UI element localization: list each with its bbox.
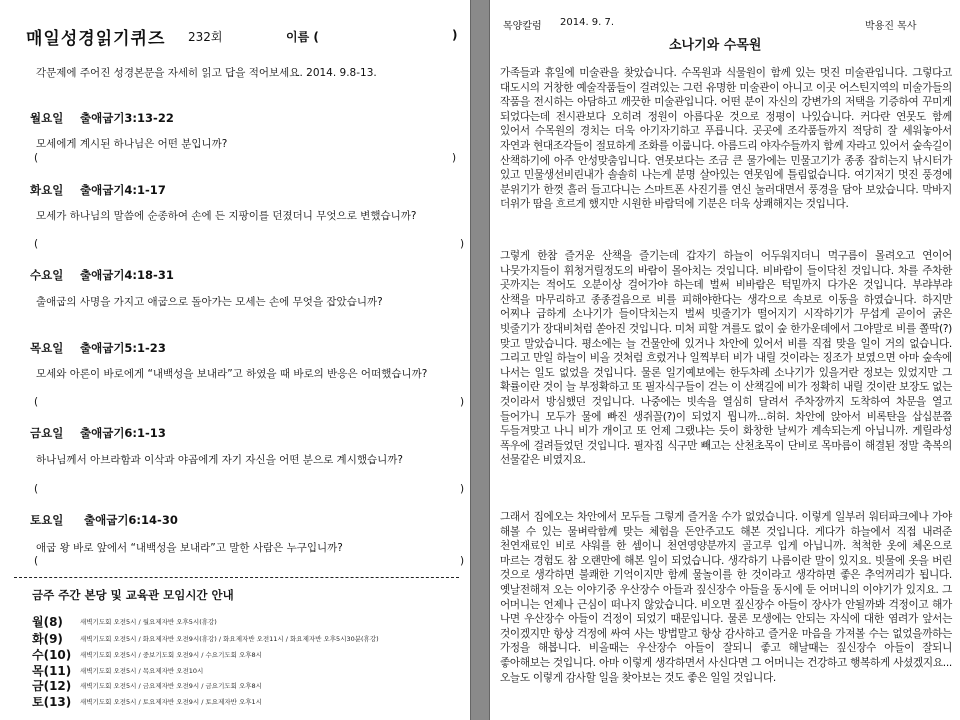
schedule-detail: 새벽기도회 오전5시 / 중보기도회 오전9시 / 수요기도회 오후8시 — [80, 651, 262, 659]
scripture-ref: 출애굽기4:1-17 — [80, 183, 166, 197]
schedule-day: 화(9) — [32, 632, 63, 646]
answer-open: ( — [34, 152, 39, 164]
name-label: 이름 ( — [286, 30, 319, 44]
answer-open: ( — [34, 555, 39, 567]
schedule-day: 목(11) — [32, 664, 72, 678]
day-label: 토요일 — [30, 513, 64, 527]
answer-close: ) — [460, 483, 465, 495]
column-title: 소나기와 수목원 — [669, 38, 762, 53]
schedule-day: 금(12) — [32, 679, 72, 693]
schedule-detail: 새벽기도회 오전5시 / 월요제자반 오후5시(휴강) — [80, 618, 217, 626]
question-text: 모세와 아론이 바로에게 “내백성을 보내라”고 하였을 때 바로의 반응은 어떠했습니까? — [36, 368, 428, 380]
scripture-ref: 출애굽기6:1-13 — [80, 426, 166, 440]
column-page — [489, 0, 960, 720]
day-label: 목요일 — [30, 341, 64, 355]
question-text: 출애굽의 사명을 가지고 애굽으로 돌아가는 모세는 손에 무엇을 잡았습니까? — [36, 296, 383, 308]
answer-close: ) — [460, 396, 465, 408]
question-text: 모세가 하나님의 말씀에 순종하여 손에 든 지팡이를 던졌더니 무엇으로 변했습니까? — [36, 210, 417, 222]
schedule-detail: 새벽기도회 오전5시 / 화요제자반 오전9시(휴강) / 화요제자반 오전11시 / 화요제자반 오후5시30분(휴강) — [80, 635, 379, 643]
column-paragraph: 그래서 집에오는 차안에서 모두들 그렇게 즐거울 수가 없었습니다. 이렇게 일부러 워터파크에나 가야 해볼 수 있는 물벼락함께 맞는 체험을 돈안주고도 해본 것입니다. 게다가 하늘에서 직접 내려준 천연재료인 비로 샤워를 한 셈이니 천연영양분까지 골고루 입게 아닙니까. 척척한 옷에 체온으로 마르는 경험도 참 오랜만에 해본 일이 되었습니다. 생각하기 나름이란 말이 있지요. 빗물에 옷을 버린 것으로 생각하면 불쾌한 기억이지만 함께 물놀이를 한 것이라고 생각하면 좋은 추억꺼리가 됩니다. 옛날전해져 오는 이야기중 우산장수 아들과 짚신장수 아들을 동시에 둔 어머니의 이야기가 있지요. 그 어머니는 언제나 근심이 떠나지 않았습니다. 비오면 짚신장수 아들이 장사가 안될까봐 걱정이고 해가 나면 우산장수 아들이 걱정이 되었기 때문입니다. 물론 모생에는 안되는 자식에 대한 염려가 앞서는 것이겠지만 항상 걱정에 싸여 사는 방법말고 항상 감사하고 즐거운 마음을 가져볼 수는 없었을까하는 가정을 해봅니다. 비올때는 우산장수 아들이 잘되니 좋고 해날때는 짚신장수 아들이 잘되니 좋아해보는 것입니다. 아마 이렇게 생각하면서 사신다면 그 어머니는 건강하고 행복하게 사셨겠지요... 오늘도 이렇게 감사할 일을 찾아보는 것도 좋은 일일 것입니다. — [500, 511, 952, 684]
answer-close: ) — [452, 152, 457, 164]
column-paragraph: 그렇게 한참 즐거운 산책을 즐기는데 갑자기 하늘이 어두워지더니 먹구름이 몰려오고 연이어 나뭇가지들이 휘청거릴정도의 바람이 몰아치는 것입니다. 비바람이 들이닥친 것입니다. 차를 주차한 곳까지는 적어도 오분이상 걸어가야 하는데 벌써 비바람은 턱밑까지 다가온 것입니다. 부랴부랴 산책을 마무리하고 종종걸음으로 비를 피해야한다는 생각으로 속보로 이동을 하였습니다. 하지만 어찌나 급하게 소나기가 들이닥치는지 벌써 빗줄기가 떨어지기 시작하기가 무섭게 곧이어 굵은 빗줄기가 장대비처럼 쏟아진 것입니다. 미처 피할 겨를도 없이 숲 한가운데에서 그야말로 비를 쫄딱(?) 맞고 말았습니다. 평소에는 늘 건물안에 있거나 차안에 있어서 비를 직접 맞을 일이 거의 없습니다. 그리고 만일 하늘이 비올 것처럼 흐렸거나 일찍부터 비가 내릴 것이라는 징조가 보였으면 아마 숲속에 나서는 일도 없었을 것입니다. 물론 일기예보에는 한두차례 소나기가 있을거란 정보는 있었지만 그 확률이란 것이 늘 부정확하고 또 필자식구들이 걷는 이 산책길에 비가 정확히 내릴 것이란 보장도 없는 것이라서 방심했던 것입니다. 나중에는 빗속을 열심히 달려서 주차장까지 도착하여 차문을 열고 들어가니 모두가 물에 빠진 생쥐꼴(?)이 되었지 뭡니까...허허. 차안에 앉아서 비록탄을 삽십분쯤 두들겨맞고 나니 비가 개이고 또 언제 그랬냐는 듯이 화창한 날씨가 계속되는게 아닙니까. 게릴라성 폭우에 걸려들었던 것입니다. 필자집 식구만 빼고는 산천초목이 단비로 목마름이 해결된 정말 축복의 선물같은 비였지요. — [500, 250, 952, 467]
question-text: 모세에게 계시된 하나님은 어떤 분입니까? — [36, 138, 228, 150]
schedule-title: 금주 주간 본당 및 교육관 모임시간 안내 — [32, 588, 234, 602]
name-close: ) — [452, 28, 458, 42]
day-label: 금요일 — [30, 426, 64, 440]
answer-open: ( — [34, 238, 39, 250]
day-label: 화요일 — [30, 183, 64, 197]
column-paragraph: 가족들과 휴일에 미술관을 찾았습니다. 수목원과 식물원이 함께 있는 멋진 미술관입니다. 그렇다고 대도시의 거창한 예술작품들이 걸려있는 그런 유명한 미술관이 아니고 이곳 어스틴지역의 미술가들의 작품을 전시하는 아담하고 깨끗한 미술관입니다. 어떤 분이 자신의 강변가의 저택을 기증하여 꾸미게 되었다는데 전시관보다 오히려 정원이 아름다운 것으로 정평이 나있습니다. 커다란 연못도 함께 있어서 수목원의 경치는 더욱 아기자기하고 푸릅니다. 곳곳에 조각품들까지 적당히 잘 세워놓아서 자연과 현대조각들이 절묘하게 조화를 이룹니다. 아름드리 야자수들까지 함께 자라고 있어서 숲속길이 산책하기에 아주 안성맞춤입니다. 연못보다는 조금 큰 물가에는 민물고기가 종종 잡히는지 낚시터가 있고 민물생선비린내가 솔솔히 나는게 분명 살아있는 연못임에 틀림없습니다. 여기저기 멋진 풍경에 분위기가 한껏 흘러 들고다니는 스마트폰 사진기를 연신 눌러대면서 풍경을 담아 보았습니다. 막바지 더위가 땀을 흐르게 했지만 시원한 바람덕에 기분은 더욱 상쾌해지는 것입니다. — [500, 67, 952, 211]
schedule-day: 수(10) — [32, 648, 72, 662]
answer-close: ) — [460, 238, 465, 250]
question-text: 애굽 왕 바로 앞에서 “내백성을 보내라”고 말한 사람은 누구입니까? — [36, 542, 343, 554]
question-text: 하나님께서 아브라함과 이삭과 야곱에게 자기 자신을 어떤 분으로 계시했습니까? — [36, 454, 403, 466]
schedule-detail: 새벽기도회 오전5시 / 목요제자반 오전10시 — [80, 667, 204, 675]
column-label: 목양칼럼 — [503, 21, 542, 32]
quiz-page — [0, 0, 471, 720]
quiz-title: 매일성경읽기퀴즈 — [26, 29, 166, 49]
scripture-ref: 출애굽기5:1-23 — [80, 341, 166, 355]
column-date: 2014. 9. 7. — [560, 17, 615, 28]
scripture-ref: 출애굽기6:14-30 — [84, 513, 178, 527]
quiz-instruction: 각문제에 주어진 성경본문을 자세히 읽고 답을 적어보세요. 2014. 9.8-13. — [36, 67, 377, 79]
day-label: 월요일 — [30, 111, 64, 125]
answer-close: ) — [460, 555, 465, 567]
scripture-ref: 출애굽기3:13-22 — [80, 111, 174, 125]
answer-open: ( — [34, 396, 39, 408]
schedule-day: 월(8) — [32, 615, 63, 629]
day-label: 수요일 — [30, 268, 64, 282]
schedule-detail: 새벽기도회 오전5시 / 금요제자반 오전9시 / 금요기도회 오후8시 — [80, 682, 262, 690]
column-author: 박용진 목사 — [865, 21, 917, 32]
section-divider — [14, 577, 459, 578]
quiz-issue: 232회 — [188, 30, 223, 44]
answer-open: ( — [34, 483, 39, 495]
schedule-detail: 새벽기도회 오전5시 / 토요제자반 오전9시 / 토요제자반 오후1시 — [80, 698, 262, 706]
schedule-day: 토(13) — [32, 695, 72, 709]
scripture-ref: 출애굽기4:18-31 — [80, 268, 174, 282]
